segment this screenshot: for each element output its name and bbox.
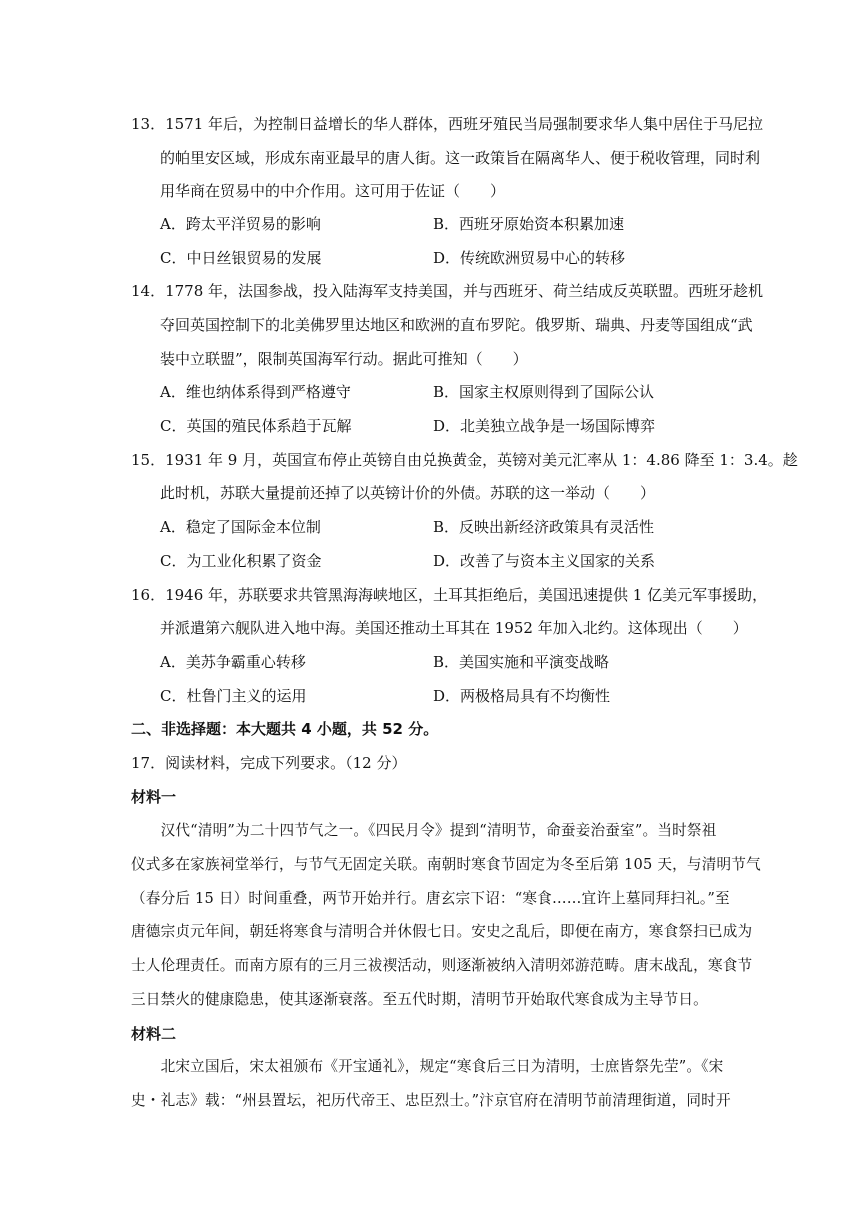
question-15-line-1: 15．1931 年 9 月，英国宣布停止英镑自由兑换黄金，英镑对美元汇率从 1：4.86 降至 1：3.4。趁: [131, 451, 798, 469]
question-14-line-2: 夺回英国控制下的北美佛罗里达地区和欧洲的直布罗陀。俄罗斯、瑞典、丹麦等国组成“武: [160, 316, 753, 334]
question-15-line-2: 此时机，苏联大量提前还掉了以英镑计价的外债。苏联的这一举动（ ）: [160, 484, 656, 502]
question-14-option-b[interactable]: B．国家主权原则得到了国际公认: [433, 383, 655, 401]
question-14-line-3: 装中立联盟”，限制英国海军行动。据此可推知（ ）: [160, 350, 528, 368]
question-15-option-d[interactable]: D．改善了与资本主义国家的关系: [433, 552, 656, 570]
question-15-option-b[interactable]: B．反映出新经济政策具有灵活性: [433, 518, 655, 536]
question-16-line-2: 并派遣第六舰队进入地中海。美国还推动土耳其在 1952 年加入北约。这体现出（ ）: [160, 619, 748, 637]
question-13-option-d[interactable]: D．传统欧洲贸易中心的转移: [433, 249, 626, 267]
question-14-option-d[interactable]: D．北美独立战争是一场国际博弈: [433, 417, 656, 435]
question-16-option-b[interactable]: B．美国实施和平演变战略: [433, 653, 610, 671]
question-13-line-1: 13．1571 年后，为控制日益增长的华人群体，西班牙殖民当局强制要求华人集中居住于马尼拉: [131, 115, 764, 133]
question-17-intro: 17．阅读材料，完成下列要求。（12 分）: [131, 754, 407, 772]
question-16-option-d[interactable]: D．两极格局具有不均衡性: [433, 687, 611, 705]
material-1-line-4: 唐德宗贞元年间，朝廷将寒食与清明合并休假七日。安史之乱后，即便在南方，寒食祭扫已成为: [131, 923, 753, 940]
question-13-option-c[interactable]: C．中日丝银贸易的发展: [160, 249, 322, 267]
question-15-option-a[interactable]: A．稳定了国际金本位制: [160, 518, 321, 536]
question-13-option-b[interactable]: B．西班牙原始资本积累加速: [433, 215, 625, 233]
question-13-line-2: 的帕里安区域，形成东南亚最早的唐人街。这一政策旨在隔离华人、便于税收管理，同时利: [160, 149, 761, 167]
material-2-line-1: 北宋立国后，宋太祖颁布《开宝通礼》，规定“寒食后三日为清明，士庶皆祭先茔”。《宋: [131, 1058, 724, 1075]
question-14-line-1: 14．1778 年，法国参战，投入陆海军支持美国，并与西班牙、荷兰结成反英联盟。西班牙趁机: [131, 282, 764, 300]
question-14-option-a[interactable]: A．维也纳体系得到严格遵守: [160, 383, 351, 401]
material-1-line-6: 三日禁火的健康隐患，使其逐渐衰落。至五代时期，清明节开始取代寒食成为主导节日。: [131, 991, 708, 1008]
question-16-option-c[interactable]: C．杜鲁门主义的运用: [160, 687, 307, 705]
question-15-option-c[interactable]: C．为工业化积累了资金: [160, 552, 322, 570]
material-1-title: 材料一: [131, 788, 177, 806]
question-13-line-3: 用华商在贸易中的中介作用。这可用于佐证（ ）: [160, 182, 506, 200]
material-1-line-1: 汉代“清明”为二十四节气之一。《四民月令》提到“清明节，命蚕妾治蚕室”。当时祭祖: [131, 822, 717, 839]
material-2-title: 材料二: [131, 1025, 177, 1043]
question-13-option-a[interactable]: A．跨太平洋贸易的影响: [160, 215, 321, 233]
section-heading: 二、非选择题：本大题共 4 小题，共 52 分。: [131, 720, 439, 738]
question-16-line-1: 16．1946 年，苏联要求共管黑海海峡地区，土耳其拒绝后，美国迅速提供 1 亿美元军事援助，: [131, 586, 768, 604]
material-1-line-3: （春分后 15 日）时间重叠，两节开始并行。唐玄宗下诏：“寒食……宜许上墓同拜扫礼。”至: [131, 890, 730, 907]
question-14-option-c[interactable]: C．英国的殖民体系趋于瓦解: [160, 417, 352, 435]
material-1-line-5: 士人伦理责任。而南方原有的三月三祓禊活动，则逐渐被纳入清明郊游范畴。唐末战乱，寒食节: [131, 957, 753, 974]
question-16-option-a[interactable]: A．美苏争霸重心转移: [160, 653, 306, 671]
material-1-line-2: 仪式多在家族祠堂举行，与节气无固定关联。南朝时寒食节固定为冬至后第 105 天，与清明节气: [131, 856, 761, 873]
material-2-line-2: 史・礼志》载：“州县置坛，祀历代帝王、忠臣烈士。”汴京官府在清明节前清理街道，同时开: [131, 1092, 731, 1109]
